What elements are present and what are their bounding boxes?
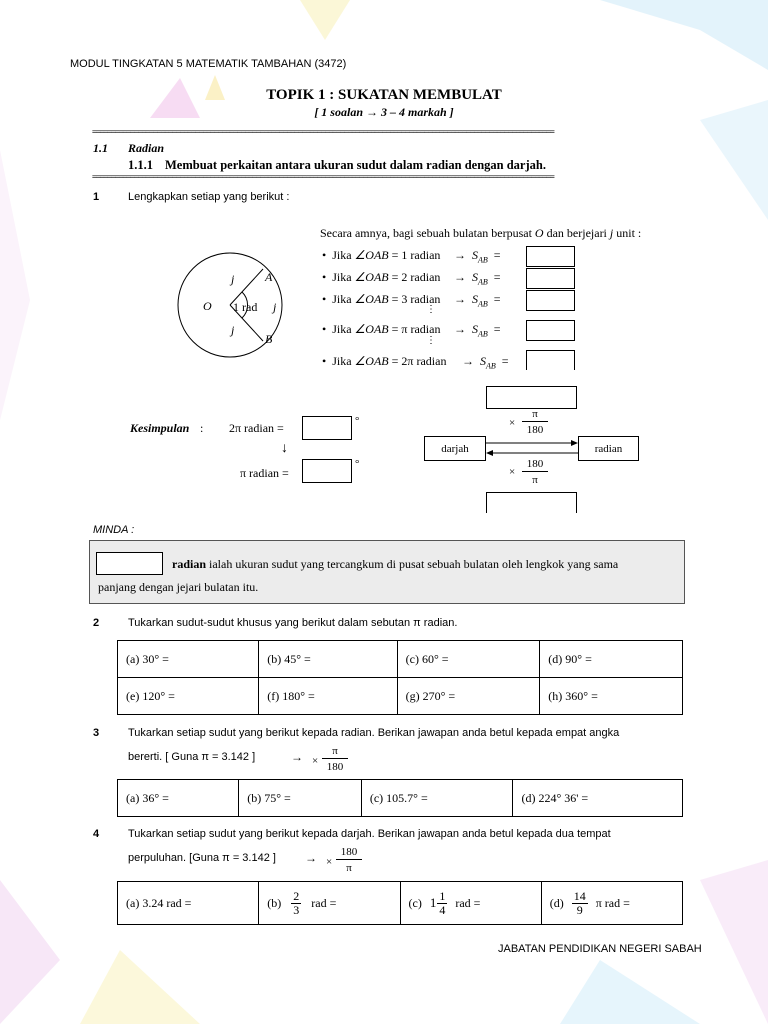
q2-cell-f[interactable]: (f) 180° = [259, 678, 397, 715]
factor-pi-b: π [532, 474, 538, 486]
times-symbol-2: × [509, 466, 516, 478]
q2-cell-h[interactable]: (h) 360° = [540, 678, 683, 715]
separator: ========================================================================================================================= [92, 128, 554, 136]
bullet-5: • Jika ∠OAB = 2π radian [322, 354, 447, 368]
q4-arrow: → [305, 851, 317, 865]
q3-cell-b[interactable]: (b) 75° = [239, 780, 362, 817]
times-symbol-1: × [509, 417, 516, 429]
q1-number: 1 [93, 191, 100, 203]
answer-box-4[interactable] [526, 320, 575, 341]
q3-text-2: bererti. [ Guna π = 3.142 ] [128, 751, 256, 763]
section-number: 1.1 [93, 141, 108, 155]
q4-text: Tukarkan setiap sudut yang berikut kepada darjah. Berikan jawapan anda betul kepada dua tempat [128, 828, 611, 840]
bullet-3-result: → $S_{AB}$ = [454, 292, 501, 309]
q3-frac-den: 180 [326, 761, 344, 773]
q4-times: × [326, 856, 333, 868]
conclusion-box-1[interactable] [302, 416, 352, 440]
marks-info: [ 1 soalan → 3 – 4 markah ] [314, 105, 454, 119]
q2-text: Tukarkan sudut-sudut khusus yang berikut dalam sebutan π radian. [128, 617, 458, 629]
answer-box-3[interactable] [526, 290, 575, 311]
q3-text: Tukarkan setiap sudut yang berikut kepada radian. Berikan jawapan anda betul kepada empat angka [128, 727, 620, 739]
q3-cell-a[interactable]: (a) 36° = [118, 780, 239, 817]
q2-number: 2 [93, 617, 100, 629]
factor-pi: π [522, 408, 548, 422]
bullet-3: • Jika ∠OAB = 3 radian [322, 292, 441, 306]
q4-number: 4 [93, 828, 100, 840]
q4-text-2: perpuluhan. [Guna π = 3.142 ] [128, 852, 276, 864]
q4-frac-den: π [346, 862, 352, 874]
bullet-2-result: → $S_{AB}$ = [454, 270, 501, 287]
q3-frac-num: π [322, 744, 348, 759]
label-j-bottom: j [231, 323, 235, 337]
ellipsis-2: ⋮ [426, 335, 436, 346]
conclusion-label: Kesimpulan [130, 421, 190, 435]
q4-cell-c[interactable]: (c) 1 1 4 rad = [400, 882, 541, 925]
q2-cell-e[interactable]: (e) 120° = [118, 678, 259, 715]
bullet-5-result: → $S_{AB}$ = [462, 354, 509, 371]
bullet-2: • Jika ∠OAB = 2 radian [322, 270, 441, 284]
conclusion-colon: : [200, 421, 204, 435]
conclusion-box-2[interactable] [302, 459, 352, 483]
module-title: MODUL TINGKATAN 5 MATEMATIK TAMBAHAN (3472) [70, 58, 347, 70]
q3-table [117, 779, 683, 817]
label-j-right: j [273, 300, 277, 314]
answer-box-1[interactable] [526, 246, 575, 267]
q3-cell-c[interactable]: (c) 105.7° = [361, 780, 513, 817]
q3-arrow: → [291, 750, 303, 764]
conclusion-2pi: 2π radian = [229, 421, 284, 435]
q2-table [117, 640, 683, 715]
bullet-4: • Jika ∠OAB = π radian [322, 322, 441, 336]
q4-cell-a[interactable]: (a) 3.24 rad = [118, 882, 259, 925]
bullet-4-result: → $S_{AB}$ = [454, 322, 501, 339]
q4-frac-num: 180 [336, 845, 362, 860]
minda-label: MINDA : [93, 524, 135, 536]
answer-box-5[interactable] [526, 350, 575, 370]
factor-180: 180 [526, 424, 544, 436]
q2-cell-a[interactable]: (a) 30° = [118, 641, 259, 678]
separator: ========================================================================================================================= [92, 173, 554, 181]
factor-180-b: 180 [522, 458, 548, 472]
topic-title: TOPIK 1 : SUKATAN MEMBULAT [266, 87, 502, 103]
down-arrow: ↓ [281, 441, 288, 456]
label-j-top: j [231, 272, 235, 286]
q1-text: Lengkapkan setiap yang berikut : [128, 191, 290, 203]
minda-text-1: radian ialah ukuran sudut yang tercangkum di pusat sebuah bulatan oleh lengkok yang sama [172, 557, 619, 571]
top-conversion-box[interactable] [486, 386, 577, 409]
conclusion-pi: π radian = [240, 466, 289, 480]
degree-symbol-2: ° [355, 458, 360, 470]
label-O: O [203, 299, 212, 313]
minda-answer-box[interactable] [96, 552, 163, 575]
answer-box-2[interactable] [526, 268, 575, 289]
label-A: A [265, 270, 273, 284]
ellipsis-1: ⋮ [426, 304, 436, 315]
label-B: B [265, 332, 273, 346]
q2-cell-b[interactable]: (b) 45° = [259, 641, 397, 678]
q3-cell-d[interactable]: (d) 224° 36' = [513, 780, 683, 817]
subsection-number: 1.1.1 [128, 158, 153, 172]
q2-cell-d[interactable]: (d) 90° = [540, 641, 683, 678]
bottom-conversion-box[interactable] [486, 492, 577, 513]
q3-times: × [312, 755, 319, 767]
minda-text-2: panjang dengan jejari bulatan itu. [98, 580, 259, 594]
section-title: Radian [128, 141, 165, 155]
darjah-box: darjah [424, 436, 486, 461]
radian-box: radian [578, 436, 639, 461]
q4-cell-d[interactable]: (d) 14 9 π rad = [541, 882, 682, 925]
q3-number: 3 [93, 727, 100, 739]
q4-cell-b[interactable]: (b) 2 3 rad = [259, 882, 400, 925]
q1-intro: Secara amnya, bagi sebuah bulatan berpusat O dan berjejari j unit : [320, 226, 642, 240]
bullet-1-result: → $S_{AB}$ = [454, 248, 501, 265]
q2-cell-c[interactable]: (c) 60° = [397, 641, 540, 678]
subsection-title: Membuat perkaitan antara ukuran sudut dalam radian dengan darjah. [165, 158, 546, 172]
conversion-arrows [484, 438, 580, 458]
q2-cell-g[interactable]: (g) 270° = [397, 678, 540, 715]
footer-text: JABATAN PENDIDIKAN NEGERI SABAH [498, 943, 702, 955]
q4-table [117, 881, 683, 925]
bullet-1: • Jika ∠OAB = 1 radian [322, 248, 441, 262]
degree-symbol-1: ° [355, 415, 360, 427]
label-1-rad: 1 rad [233, 300, 258, 314]
